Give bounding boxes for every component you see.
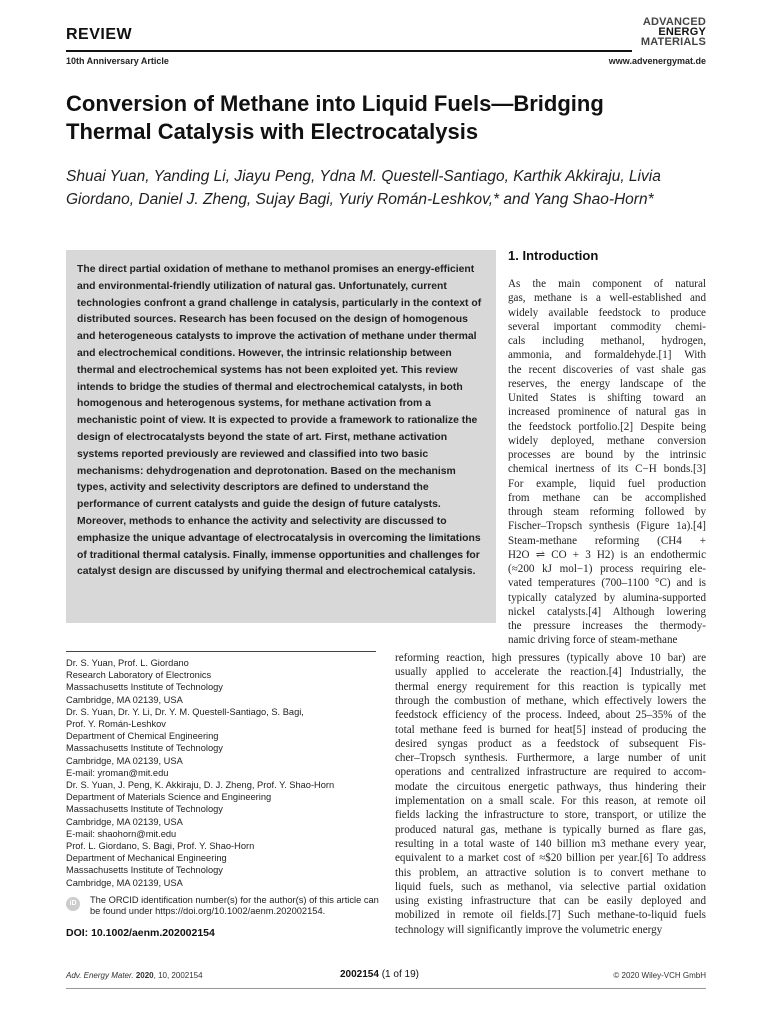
affiliation-group — [66, 840, 386, 889]
text-line: desired syngas product as a feedstock of subsequent Fis- — [395, 737, 706, 750]
article-title: Conversion of Methane into Liquid Fuels—Bridging Thermal Catalysis with Electrocatalysis — [66, 91, 604, 144]
text-line: thermal energy requirement for this reaction is typically met — [395, 680, 706, 693]
text-line: feedstock efficiency of the process. Indeed, about 25–35% of the — [395, 709, 706, 722]
text-line: implementation on a small scale. For this reason, at remote oil — [395, 795, 706, 807]
text-line: from methane can be accomplished — [508, 491, 706, 504]
text-line: using existing infrastructure that can be easily deployed and — [395, 895, 706, 908]
affiliation-group — [66, 779, 386, 840]
text-line: namic driving force of steam-methane — [508, 634, 678, 647]
text-line: increased prominence of natural gas in — [508, 406, 706, 419]
text-line: vated temperatures (700–1100 °C) and is — [508, 577, 706, 590]
text-line: widely deployed, methane conversion — [508, 434, 706, 447]
text-line: the feedstock portfolio.[2] Despite being — [508, 420, 706, 433]
section-heading: 1. Introduction — [508, 248, 599, 263]
journal-logo[interactable]: ADVANCED ENERGY MATERIALS — [640, 16, 706, 48]
text-line: typically catalyzed by alumina-supported — [508, 591, 706, 604]
text-line: gas, methane is a well-established and — [508, 292, 706, 305]
text-line: ammonia, and formaldehyde.[1] With — [508, 349, 706, 362]
text-line: United States is shifting toward an — [508, 392, 706, 404]
header-rule — [66, 50, 632, 52]
affiliation-group — [66, 657, 386, 706]
text-line: cher–Tropsch synthesis. Furthermore, a large number of unit — [395, 752, 706, 765]
text-line: widely available feedstock to produce — [508, 306, 706, 319]
footer-rule — [66, 988, 706, 989]
text-line: As the main component of natural — [508, 278, 706, 290]
affiliation-line: Cambridge, MA 02139, USA — [66, 877, 183, 888]
email-link[interactable]: E-mail: shaohorn@mit.edu — [66, 828, 177, 839]
affiliation-line: Massachusetts Institute of Technology — [66, 682, 223, 693]
text-line: total methane feed is burned for heat[5] instead of producing the — [395, 723, 706, 736]
text-line: H2O ⇌ CO + 3 H2) is an endothermic — [508, 548, 706, 561]
doi-link[interactable]: DOI: 10.1002/aenm.202002154 — [66, 927, 215, 939]
text-line: chemical inertness of its C−H bonds.[3] — [508, 463, 706, 476]
affiliation-line: Department of Materials Science and Engineering — [66, 792, 272, 803]
affiliation-line: Dr. S. Yuan, J. Peng, K. Akkiraju, D. J. Zheng, Prof. Y. Shao-Horn — [66, 780, 335, 791]
text-line: through steam reforming followed by — [508, 506, 706, 518]
text-line: liquid fuels, such as methanol, via selective partial oxidation — [395, 880, 706, 893]
text-line: fields lacking the infrastructure to store, transport, or utilize the — [395, 809, 706, 822]
orcid-text[interactable]: The ORCID identification number(s) for the author(s) of this article can be found under https://doi.org/10.1002/aenm.202002154. — [90, 895, 379, 916]
affiliation-line: Cambridge, MA 02139, USA — [66, 816, 183, 827]
text-line: reforming reaction, high pressures (typically above 10 bar) are — [395, 652, 706, 664]
email-link[interactable]: E-mail: yroman@mit.edu — [66, 767, 169, 778]
text-line: modate the circuitous energetic pathways, thus hindering their — [395, 780, 706, 793]
affiliation-line: Massachusetts Institute of Technology — [66, 743, 223, 754]
text-line: nickel catalysts.[4] Although lowering — [508, 605, 706, 618]
affiliation-line: Massachusetts Institute of Technology — [66, 804, 223, 815]
page-number: 2002154 (1 of 19) — [340, 969, 419, 980]
affiliation-line: Dr. S. Yuan, Dr. Y. Li, Dr. Y. M. Questell-Santiago, S. Bagi, — [66, 706, 304, 717]
affiliation-line: Department of Mechanical Engineering — [66, 853, 227, 864]
text-line: several important commodity chemi- — [508, 320, 706, 333]
footer-copyright: © 2020 Wiley-VCH GmbH — [613, 971, 706, 980]
section-label: REVIEW — [66, 26, 133, 43]
affiliation-group — [66, 706, 386, 779]
footer-citation: Adv. Energy Mater. 2020, 10, 2002154 — [66, 971, 203, 980]
affiliation-line: Department of Chemical Engineering — [66, 731, 219, 742]
text-line: operations and centralized infrastructure are required to accom- — [395, 766, 706, 779]
text-line: usually applied to accelerate the reaction.[4] Industrially, the — [395, 666, 706, 679]
text-line: the recent discoveries of vast shale gas — [508, 363, 706, 376]
abstract-text: The direct partial oxidation of methane to methanol promises an energy-efficient and environmental-friendly utilization of natural gas. Unfortunately, current technologies confront a grand challenge in catalysis, particularly in the context of distributed sources. Research has been focused on the design of homogenous and heterogeneous catalysts to improve the activation of methane under thermal and electrochemical conditions. However, the intrinsic relationship between thermal and electrochemical systems has not been exploited yet. This review intends to bridge the studies of thermal and electrochemical catalysts, in both homogenous and heterogenous systems, for methane activation from a mechanistic point of view. It is expected to provide a framework to rationalize the design of electrocatalysts beyond the state of art. First, methane activation systems reported previously are reviewed and classified into two basic mechanisms: dehydrogenation and deprotonation. Based on the mechanism types, activity and selectivity descriptors are defined to understand the performance of current catalysts and guide the design of future catalysts. Moreover, methods to enhance the activity and selectivity are discussed to emphasize the unique advantage of electrocatalysis in overcoming the limitations of traditional thermal catalysis. Finally, immense opportunities and challenges for catalyst design are discussed by unifying thermal and electrochemical catalysis. — [77, 264, 482, 578]
text-line: produced natural gas, methane is typically burned as flare gas, — [395, 823, 706, 836]
orcid-icon: iD — [66, 897, 80, 911]
text-line: through the combustion of methane, which effectively lowers the — [395, 694, 706, 707]
affiliation-line: Cambridge, MA 02139, USA — [66, 694, 183, 705]
text-line: Fischer–Tropsch synthesis (Figure 1a).[4] — [508, 520, 706, 533]
text-line: this problem, an attractive solution is to convert methane to — [395, 866, 706, 879]
text-line: (≈200 kJ mol−1) process requiring ele- — [508, 563, 706, 575]
text-line: resulting in a total waste of 140 billion m3 methane every year, — [395, 837, 706, 850]
text-line: cals including methanol, hydrogen, — [508, 335, 706, 347]
text-line: processes are bound by the intrinsic — [508, 449, 706, 461]
author-list: Shuai Yuan, Yanding Li, Jiayu Peng, Ydna M. Questell-Santiago, Karthik Akkiraju, Livia Giordano, Daniel J. Zheng, Sujay Bagi, Yuriy Román-Leshkov,* and Yang Shao-Horn* — [66, 168, 661, 208]
affiliation-line: Research Laboratory of Electronics — [66, 670, 212, 681]
affiliation-rule — [66, 651, 376, 652]
text-line: Steam-methane reforming (CH4 + — [508, 534, 706, 547]
affiliation-line: Prof. L. Giordano, S. Bagi, Prof. Y. Shao-Horn — [66, 841, 255, 852]
text-line: mobilized in remote oil fields.[7] Such methane-to-liquid fuels — [395, 909, 706, 922]
text-line: the pressure increases the thermody- — [508, 620, 706, 632]
affiliation-line: Massachusetts Institute of Technology — [66, 865, 223, 876]
article-type: 10th Anniversary Article — [66, 56, 169, 66]
affiliation-line: Prof. Y. Román-Leshkov — [66, 719, 166, 730]
text-line: technology will significantly improve the volumetric energy — [395, 923, 663, 936]
text-line: equivalent to a market cost of ≈$20 billion per year.[6] To address — [395, 852, 706, 865]
journal-url-link[interactable]: www.advenergymat.de — [608, 56, 706, 66]
text-line: For example, liquid fuel production — [508, 477, 706, 490]
affiliation-line: Dr. S. Yuan, Prof. L. Giordano — [66, 658, 189, 668]
affiliation-line: Cambridge, MA 02139, USA — [66, 755, 183, 766]
affiliations — [66, 657, 386, 889]
text-line: reserves, the energy landscape of the — [508, 377, 706, 390]
